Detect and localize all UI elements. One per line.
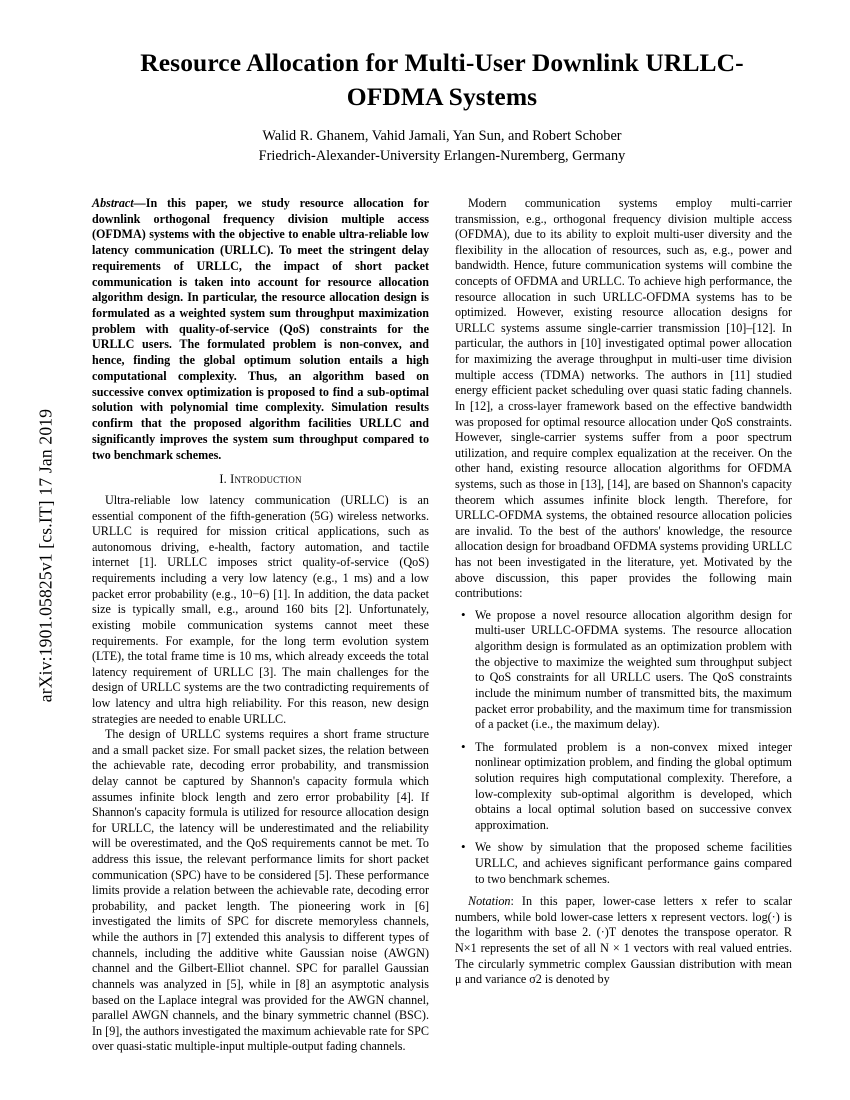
notation-paragraph <box>455 894 792 988</box>
section-title: Introduction <box>230 472 302 487</box>
author-list: Walid R. Ghanem, Vahid Jamali, Yan Sun, and Robert Schober <box>262 128 622 145</box>
abstract-paragraph <box>92 196 429 463</box>
contributions-list <box>455 608 792 887</box>
left-paragraph-2: The design of URLLC systems requires a short frame structure and a small packet size. For small packet sizes, the relation between the achievable rate, decoding error probability, and transmission delay cannot be captured by Shannon's capacity formula which assumes infinite block length and zero error probability [4]. If Shannon's capacity formula is utilized for resource allocation design for URLLC, the latency will be underestimated and the reliability will be overestimated, and the QoS requirements cannot be met. To address this issue, the relevant performance limits for short packet communication (SPC) have to be considered [5]. These performance limits provide a relation between the achievable rate, decoding error probability, and packet length. The pioneering work in [6] investigated the limits of SPC for discrete memoryless channels, while the authors in [7] extended this analysis to different types of channels, including the additive white Gaussian noise (AWGN) channel and the Gilbert-Elliot channel. SPC for parallel Gaussian channels was analyzed in [5], while in [8] an asymptotic analysis based on the Laplace integral was provided for the AWGN channel, parallel AWGN channels, and the binary symmetric channel (BSC). In [9], the authors investigated the maximum achievable rate for SPC over quasi-static multiple-input multiple-output fading channels. <box>92 727 429 1054</box>
left-paragraph-1: Ultra-reliable low latency communication (URLLC) is an essential component of the fifth-generation (5G) wireless networks. URLLC is required for mission critical applications, such as autonomous driving, e-health, factory automation, and tactile internet [1]. URLLC imposes strict quality-of-service (QoS) requirements including a very low latency (e.g., 1 ms) and a low packet error probability (e.g., 10−6) [1]. In addition, the data packet size is typically small, e.g., around 160 bits [2]. Unfortunately, existing mobile communication systems cannot meet these requirements. For example, for the long term evolution system (LTE), the total frame time is 10 ms, which already exceeds the total latency requirement of URLLC [3]. The main challenges for the design of URLLC systems are the two contradicting requirements of low latency and ultra high reliability. For this reason, new design strategies are needed to enable URLLC. <box>92 493 429 726</box>
abstract-text: In this paper, we study resource allocation for downlink orthogonal frequency division multiple access (OFDMA) systems with the objective to enable ultra-reliable low latency communication (URLLC). To meet the stringent delay requirements of URLLC, the impact of short packet communication is taken into account for resource allocation algorithm design. In particular, the resource allocation design is formulated as a weighted system sum throughput maximization problem with quality-of-service (QoS) constraints for the URLLC users. The formulated problem is non-convex, and hence, finding the global optimum solution entails a high computational complexity. Thus, an algorithm based on successive convex optimization is proposed to find a sub-optimal solution with polynomial time complexity. Simulation results confirm that the proposed algorithm facilities URLLC and significantly improves the system sum throughput compared to two benchmark schemes. <box>92 196 429 462</box>
notation-text: : In this paper, lower-case letters x refer to scalar numbers, while bold lower-case letters x represent vectors. log(·) is the logarithm with base 2. (·)T denotes the transpose operator. R N×1 represents the set of all N × 1 vectors with real valued entries. The circularly symmetric complex Gaussian distribution with mean μ and variance σ2 is denoted by <box>455 894 792 987</box>
affiliation: Friedrich-Alexander-University Erlangen-Nuremberg, Germany <box>258 148 626 165</box>
arxiv-stamp: arXiv:1901.05825v1 [cs.IT] 17 Jan 2019 <box>35 408 56 703</box>
right-column <box>455 196 792 1076</box>
list-item: • The formulated problem is a non-convex mixed integer nonlinear optimization problem, and finding the global optimum solution requires high computational complexity. Therefore, a low-complexity sub-optimal algorithm is developed, which obtains a local optimal solution based on successive convex approximation. <box>473 740 792 834</box>
left-column <box>92 196 429 1076</box>
notation-label: Notation <box>468 894 511 909</box>
page-title: Resource Allocation for Multi-User Downlink URLLC-OFDMA Systems <box>140 48 744 111</box>
list-item: • We show by simulation that the proposed scheme facilities URLLC, and achieves significant performance gains compared to two benchmark schemes. <box>473 840 792 887</box>
right-paragraph-1: Modern communication systems employ multi-carrier transmission, e.g., orthogonal frequency division multiple access (OFDMA), due to its ability to exploit multi-user diversity and the flexibility in the allocation of resources, such as, e.g., power and bandwidth. Hence, future communication systems will combine the concepts of OFDMA and URLLC. To achieve high performance, the resource allocation in such URLLC-OFDMA systems has to be optimized. However, existing resource allocation designs for URLLC systems assume single-carrier transmission [10]–[12]. In particular, the authors in [10] investigated optimal power allocation for maximizing the average throughput in multi-user time division multiple access (TDMA) networks. The authors in [11] studied energy efficient packet scheduling over quasi static fading channels. In [12], a cross-layer framework based on the effective bandwidth was proposed for optimal resource allocation under QoS constraints. However, single-carrier systems suffer from a poor spectrum utilization, and require complex equalization at the receiver. On the other hand, existing resource allocation algorithms for OFDMA systems, such as those in [13], [14], are based on Shannon's capacity theorem which assumes infinite block length. Therefore, for URLLC-OFDMA systems, the obtained resource allocation policies are invalid. To the best of the authors' knowledge, the resource allocation design for broadband OFDMA systems providing URLLC has not been investigated in the literature, yet. Motivated by the above discussion, this paper provides the following main contributions: <box>455 196 792 601</box>
abstract-label: Abstract— <box>92 196 146 210</box>
two-column-body <box>92 196 792 1076</box>
list-item: • We propose a novel resource allocation algorithm design for multi-user URLLC-OFDMA systems. The resource allocation algorithm design is formulated as an optimization problem with the objective to maximize the weighted sum throughput subject to QoS constraints for all URLLC users. The QoS constraints include the minimum number of transmitted bits, the maximum packet error probability, and the maximum time for transmission of a packet (i.e., the maximum delay). <box>473 608 792 733</box>
paper-header <box>92 46 792 193</box>
section-number: I. <box>219 472 227 487</box>
section-heading-introduction <box>92 472 429 488</box>
